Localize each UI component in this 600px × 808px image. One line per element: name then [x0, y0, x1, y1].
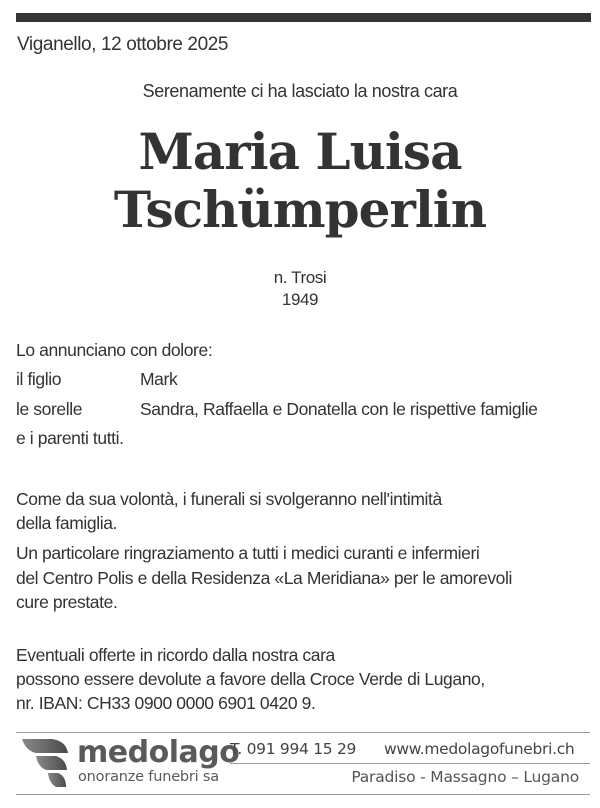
donations-line-1: Eventuali offerte in ricordo dalla nostra cara	[16, 645, 335, 665]
relation-label: il figlio	[16, 369, 62, 389]
announcement-lead: Lo annunciano con dolore:	[16, 340, 213, 360]
top-border-bar	[16, 13, 591, 22]
funeral-line-2: della famiglia.	[16, 513, 117, 533]
thanks-line-1: Un particolare ringraziamento a tutti i medici curanti e infermieri	[16, 543, 480, 563]
locations: Paradiso - Massagno – Lugano	[351, 768, 579, 786]
phone-number[interactable]: T. 091 994 15 29	[230, 740, 357, 758]
relation-names: Sandra, Raffaella e Donatella con le rispettive famiglie	[140, 399, 538, 419]
thanks-line-2: del Centro Polis e della Residenza «La Meridiana» per le amorevoli	[16, 568, 512, 588]
footer-top-rule	[16, 732, 590, 733]
footer-bottom-rule	[16, 794, 590, 795]
deceased-name-first: Maria Luisa	[138, 122, 462, 181]
donations-line-2: possono essere devolute a favore della Croce Verde di Lugano,	[16, 669, 485, 689]
birth-year: 1949	[281, 290, 319, 309]
maiden-name: n. Trosi	[273, 268, 327, 287]
announcement-closing: e i parenti tutti.	[16, 428, 124, 448]
brand-tagline: onoranze funebri sa	[78, 769, 219, 785]
website-link[interactable]: www.medolagofunebri.ch	[384, 740, 575, 758]
brand-name: medolago	[77, 735, 240, 770]
deceased-name-last: Tschümperlin	[113, 180, 487, 239]
thanks-line-3: cure prestate.	[16, 592, 118, 612]
funeral-line-1: Come da sua volontà, i funerali si svolgeranno nell'intimità	[16, 489, 442, 509]
intro-text: Serenamente ci ha lasciato la nostra cara	[142, 81, 458, 101]
relation-label: le sorelle	[16, 399, 83, 419]
footer-mid-rule	[230, 763, 590, 764]
place-date: Viganello, 12 ottobre 2025	[17, 34, 229, 55]
relation-names: Mark	[140, 369, 178, 389]
wing-icon	[22, 739, 68, 787]
donations-line-3: nr. IBAN: CH33 0900 0000 6901 0420 9.	[16, 693, 316, 713]
